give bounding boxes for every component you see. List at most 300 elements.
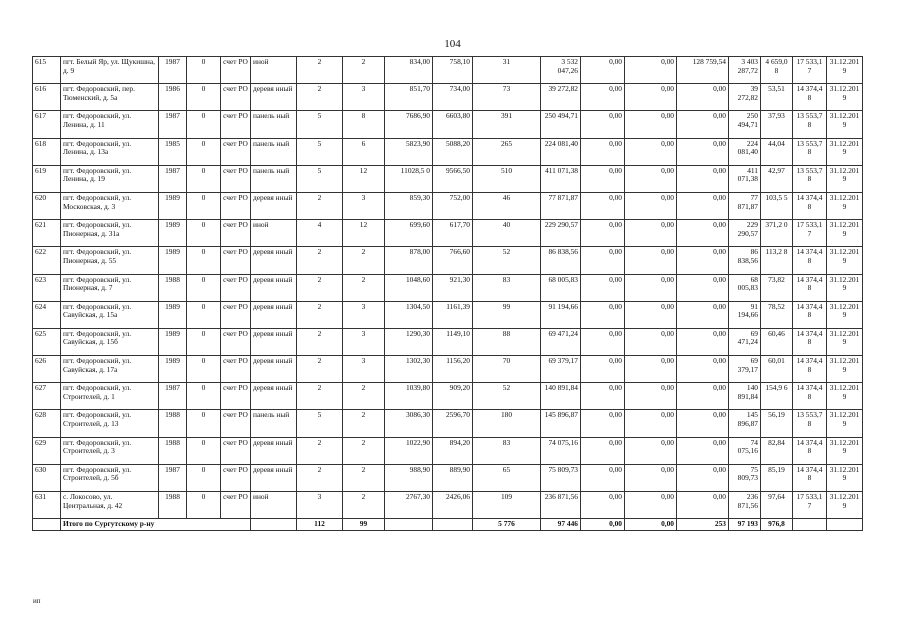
date-cell: 31.12.201 9 xyxy=(827,247,863,274)
table-row xyxy=(33,356,863,383)
material-cell: деревя нный xyxy=(251,301,297,328)
address-cell: пгт. Федоровский, ул. Ленина, д. 11 xyxy=(61,111,159,138)
total-rate: 976,8 xyxy=(761,519,793,531)
value2-cell: 0,00 xyxy=(625,138,677,165)
material-cell: панель ный xyxy=(251,138,297,165)
living-area-cell: 734,00 xyxy=(433,84,473,111)
total-empty-cell xyxy=(827,519,863,531)
value3-cell: 0,00 xyxy=(677,356,729,383)
total-empty-cell xyxy=(385,519,433,531)
date-cell: 31.12.201 9 xyxy=(827,84,863,111)
date-cell: 31.12.201 9 xyxy=(827,165,863,192)
floors-cell: 2 xyxy=(297,464,343,491)
address-cell: пгт. Федоровский, ул. Пионерная, д. 55 xyxy=(61,247,159,274)
material-cell: деревя нный xyxy=(251,192,297,219)
row-number: 621 xyxy=(33,220,61,247)
sum-cell: 75 809,73 xyxy=(729,464,761,491)
rate-cell: 97,64 xyxy=(761,492,793,519)
cost-cell: 69 471,24 xyxy=(541,328,581,355)
page-number: 104 xyxy=(444,38,461,50)
value1-cell: 0,00 xyxy=(581,492,625,519)
total-area-cell: 878,00 xyxy=(385,247,433,274)
value2-cell: 0,00 xyxy=(625,356,677,383)
zero-cell: 0 xyxy=(187,328,221,355)
row-number: 629 xyxy=(33,437,61,464)
total-area-cell: 1290,30 xyxy=(385,328,433,355)
cost-cell: 236 871,56 xyxy=(541,492,581,519)
cost-cell: 229 290,57 xyxy=(541,220,581,247)
value2-cell: 0,00 xyxy=(625,383,677,410)
living-area-cell: 6603,80 xyxy=(433,111,473,138)
residents-cell: 52 xyxy=(473,383,541,410)
total-empty-cell xyxy=(33,519,61,531)
value2-cell: 0,00 xyxy=(625,57,677,84)
total-area-cell: 7686,90 xyxy=(385,111,433,138)
value2-cell: 0,00 xyxy=(625,492,677,519)
zero-cell: 0 xyxy=(187,383,221,410)
living-area-cell: 766,60 xyxy=(433,247,473,274)
cost-cell: 74 075,16 xyxy=(541,437,581,464)
address-cell: пгт. Федоровский, ул. Ленина, д. 13а xyxy=(61,138,159,165)
sum-cell: 224 081,40 xyxy=(729,138,761,165)
year-cell: 1987 xyxy=(159,464,187,491)
living-area-cell: 758,10 xyxy=(433,57,473,84)
address-cell: пгт. Федоровский, ул. Строителей, д. 3 xyxy=(61,437,159,464)
row-number: 618 xyxy=(33,138,61,165)
account-cell: счет РО xyxy=(221,247,251,274)
material-cell: иной xyxy=(251,492,297,519)
residents-cell: 83 xyxy=(473,274,541,301)
table-row xyxy=(33,274,863,301)
residents-cell: 391 xyxy=(473,111,541,138)
total-residents: 5 776 xyxy=(473,519,541,531)
address-cell: пгт. Белый Яр, ул. Щукишна, д. 9 xyxy=(61,57,159,84)
year-cell: 1986 xyxy=(159,84,187,111)
address-cell: пгт. Федоровский, ул. Савуйская, д. 17а xyxy=(61,356,159,383)
limit-cell: 13 553,7 8 xyxy=(793,111,827,138)
value1-cell: 0,00 xyxy=(581,111,625,138)
table-row xyxy=(33,383,863,410)
total-empty-cell xyxy=(251,519,297,531)
value3-cell: 0,00 xyxy=(677,410,729,437)
limit-cell: 14 374,4 8 xyxy=(793,437,827,464)
year-cell: 1989 xyxy=(159,192,187,219)
zero-cell: 0 xyxy=(187,57,221,84)
material-cell: панель ный xyxy=(251,111,297,138)
value3-cell: 0,00 xyxy=(677,437,729,464)
floors-cell: 2 xyxy=(297,356,343,383)
total-empty-cell xyxy=(433,519,473,531)
value2-cell: 0,00 xyxy=(625,220,677,247)
sum-cell: 69 379,17 xyxy=(729,356,761,383)
account-cell: счет РО xyxy=(221,220,251,247)
zero-cell: 0 xyxy=(187,247,221,274)
cost-cell: 39 272,82 xyxy=(541,84,581,111)
limit-cell: 14 374,4 8 xyxy=(793,192,827,219)
value3-cell: 0,00 xyxy=(677,328,729,355)
sum-cell: 77 871,87 xyxy=(729,192,761,219)
residents-cell: 510 xyxy=(473,165,541,192)
address-cell: пгт. Федоровский, пер. Тюменский, д. 5а xyxy=(61,84,159,111)
residents-cell: 99 xyxy=(473,301,541,328)
year-cell: 1987 xyxy=(159,383,187,410)
entrances-cell: 8 xyxy=(343,111,385,138)
address-cell: пгт. Федоровский, ул. Московская, д. 3 xyxy=(61,192,159,219)
entrances-cell: 3 xyxy=(343,192,385,219)
floors-cell: 5 xyxy=(297,410,343,437)
account-cell: счет РО xyxy=(221,274,251,301)
zero-cell: 0 xyxy=(187,220,221,247)
table-row xyxy=(33,138,863,165)
value1-cell: 0,00 xyxy=(581,138,625,165)
rate-cell: 82,84 xyxy=(761,437,793,464)
rate-cell: 4 659,0 8 xyxy=(761,57,793,84)
total-v3: 253 xyxy=(677,519,729,531)
material-cell: деревя нный xyxy=(251,437,297,464)
zero-cell: 0 xyxy=(187,138,221,165)
total-row xyxy=(33,519,863,531)
value3-cell: 0,00 xyxy=(677,192,729,219)
total-v2: 0,00 xyxy=(625,519,677,531)
sum-cell: 411 071,38 xyxy=(729,165,761,192)
rate-cell: 371,2 0 xyxy=(761,220,793,247)
address-cell: пгт. Федоровский, ул. Строителей, д. 13 xyxy=(61,410,159,437)
value1-cell: 0,00 xyxy=(581,247,625,274)
entrances-cell: 2 xyxy=(343,437,385,464)
total-label: Итого по Сургутскому р-ну xyxy=(61,519,251,531)
total-area-cell: 11028,5 0 xyxy=(385,165,433,192)
entrances-cell: 2 xyxy=(343,247,385,274)
material-cell: деревя нный xyxy=(251,464,297,491)
date-cell: 31.12.201 9 xyxy=(827,192,863,219)
value1-cell: 0,00 xyxy=(581,84,625,111)
material-cell: иной xyxy=(251,57,297,84)
material-cell: иной xyxy=(251,220,297,247)
total-cost: 97 446 xyxy=(541,519,581,531)
limit-cell: 17 533,1 7 xyxy=(793,492,827,519)
account-cell: счет РО xyxy=(221,138,251,165)
cost-cell: 77 871,87 xyxy=(541,192,581,219)
residents-cell: 88 xyxy=(473,328,541,355)
living-area-cell: 617,70 xyxy=(433,220,473,247)
total-area-cell: 1022,90 xyxy=(385,437,433,464)
living-area-cell: 909,20 xyxy=(433,383,473,410)
year-cell: 1987 xyxy=(159,111,187,138)
account-cell: счет РО xyxy=(221,165,251,192)
zero-cell: 0 xyxy=(187,165,221,192)
living-area-cell: 1156,20 xyxy=(433,356,473,383)
table-row xyxy=(33,301,863,328)
entrances-cell: 2 xyxy=(343,492,385,519)
zero-cell: 0 xyxy=(187,301,221,328)
row-number: 617 xyxy=(33,111,61,138)
living-area-cell: 2426,06 xyxy=(433,492,473,519)
entrances-cell: 2 xyxy=(343,464,385,491)
rate-cell: 154,9 6 xyxy=(761,383,793,410)
value2-cell: 0,00 xyxy=(625,328,677,355)
address-cell: пгт. Федоровский, ул. Строителей, д. 5б xyxy=(61,464,159,491)
living-area-cell: 5088,20 xyxy=(433,138,473,165)
cost-cell: 68 005,83 xyxy=(541,274,581,301)
table-row xyxy=(33,437,863,464)
sum-cell: 74 075,16 xyxy=(729,437,761,464)
sum-cell: 250 494,71 xyxy=(729,111,761,138)
residents-cell: 265 xyxy=(473,138,541,165)
residents-cell: 109 xyxy=(473,492,541,519)
floors-cell: 2 xyxy=(297,383,343,410)
value3-cell: 0,00 xyxy=(677,138,729,165)
value3-cell: 0,00 xyxy=(677,84,729,111)
value1-cell: 0,00 xyxy=(581,165,625,192)
total-v1: 0,00 xyxy=(581,519,625,531)
total-area-cell: 851,70 xyxy=(385,84,433,111)
year-cell: 1989 xyxy=(159,301,187,328)
value2-cell: 0,00 xyxy=(625,301,677,328)
limit-cell: 14 374,4 8 xyxy=(793,247,827,274)
rate-cell: 60,46 xyxy=(761,328,793,355)
register-body xyxy=(33,57,863,519)
row-number: 630 xyxy=(33,464,61,491)
table-row xyxy=(33,410,863,437)
cost-cell: 224 081,40 xyxy=(541,138,581,165)
residents-cell: 83 xyxy=(473,437,541,464)
residents-cell: 31 xyxy=(473,57,541,84)
value3-cell: 0,00 xyxy=(677,165,729,192)
table-row xyxy=(33,220,863,247)
rate-cell: 113,2 8 xyxy=(761,247,793,274)
limit-cell: 13 553,7 8 xyxy=(793,138,827,165)
date-cell: 31.12.201 9 xyxy=(827,220,863,247)
account-cell: счет РО xyxy=(221,492,251,519)
material-cell: деревя нный xyxy=(251,383,297,410)
address-cell: пгт. Федоровский, ул. Пионерная, д. 7 xyxy=(61,274,159,301)
floors-cell: 2 xyxy=(297,328,343,355)
row-number: 627 xyxy=(33,383,61,410)
residents-cell: 40 xyxy=(473,220,541,247)
limit-cell: 14 374,4 8 xyxy=(793,356,827,383)
row-number: 628 xyxy=(33,410,61,437)
floors-cell: 2 xyxy=(297,57,343,84)
year-cell: 1989 xyxy=(159,247,187,274)
date-cell: 31.12.201 9 xyxy=(827,437,863,464)
residents-cell: 70 xyxy=(473,356,541,383)
sum-cell: 69 471,24 xyxy=(729,328,761,355)
floors-cell: 5 xyxy=(297,138,343,165)
date-cell: 31.12.201 9 xyxy=(827,138,863,165)
row-number: 615 xyxy=(33,57,61,84)
residents-cell: 46 xyxy=(473,192,541,219)
cost-cell: 91 194,66 xyxy=(541,301,581,328)
total-area-cell: 5823,90 xyxy=(385,138,433,165)
rate-cell: 44,04 xyxy=(761,138,793,165)
living-area-cell: 9566,50 xyxy=(433,165,473,192)
address-cell: пгт. Федоровский, ул. Савуйская, д. 15б xyxy=(61,328,159,355)
zero-cell: 0 xyxy=(187,464,221,491)
floors-cell: 2 xyxy=(297,301,343,328)
cost-cell: 145 896,87 xyxy=(541,410,581,437)
value2-cell: 0,00 xyxy=(625,410,677,437)
limit-cell: 17 533,1 7 xyxy=(793,220,827,247)
residents-cell: 65 xyxy=(473,464,541,491)
limit-cell: 14 374,4 8 xyxy=(793,464,827,491)
zero-cell: 0 xyxy=(187,356,221,383)
row-number: 616 xyxy=(33,84,61,111)
table-row xyxy=(33,328,863,355)
year-cell: 1989 xyxy=(159,356,187,383)
total-area-cell: 2767,30 xyxy=(385,492,433,519)
limit-cell: 14 374,4 8 xyxy=(793,84,827,111)
table-row xyxy=(33,464,863,491)
account-cell: счет РО xyxy=(221,301,251,328)
total-area-cell: 3086,30 xyxy=(385,410,433,437)
floors-cell: 5 xyxy=(297,111,343,138)
date-cell: 31.12.201 9 xyxy=(827,301,863,328)
total-area-cell: 1039,80 xyxy=(385,383,433,410)
limit-cell: 17 533,1 7 xyxy=(793,57,827,84)
account-cell: счет РО xyxy=(221,192,251,219)
year-cell: 1985 xyxy=(159,138,187,165)
account-cell: счет РО xyxy=(221,356,251,383)
address-cell: с. Локосово, ул. Центральная, д. 42 xyxy=(61,492,159,519)
year-cell: 1989 xyxy=(159,328,187,355)
date-cell: 31.12.201 9 xyxy=(827,356,863,383)
floors-cell: 4 xyxy=(297,220,343,247)
living-area-cell: 1149,10 xyxy=(433,328,473,355)
date-cell: 31.12.201 9 xyxy=(827,464,863,491)
value1-cell: 0,00 xyxy=(581,356,625,383)
date-cell: 31.12.201 9 xyxy=(827,383,863,410)
cost-cell: 69 379,17 xyxy=(541,356,581,383)
value2-cell: 0,00 xyxy=(625,274,677,301)
table-row xyxy=(33,492,863,519)
total-area-cell: 834,00 xyxy=(385,57,433,84)
value1-cell: 0,00 xyxy=(581,192,625,219)
date-cell: 31.12.201 9 xyxy=(827,274,863,301)
value3-cell: 128 759,54 xyxy=(677,57,729,84)
zero-cell: 0 xyxy=(187,274,221,301)
rate-cell: 78,52 xyxy=(761,301,793,328)
material-cell: деревя нный xyxy=(251,274,297,301)
sum-cell: 68 005,83 xyxy=(729,274,761,301)
value3-cell: 0,00 xyxy=(677,111,729,138)
date-cell: 31.12.201 9 xyxy=(827,111,863,138)
entrances-cell: 3 xyxy=(343,356,385,383)
year-cell: 1988 xyxy=(159,437,187,464)
date-cell: 31.12.201 9 xyxy=(827,492,863,519)
value2-cell: 0,00 xyxy=(625,464,677,491)
account-cell: счет РО xyxy=(221,464,251,491)
year-cell: 1988 xyxy=(159,492,187,519)
entrances-cell: 2 xyxy=(343,274,385,301)
total-area-cell: 988,90 xyxy=(385,464,433,491)
year-cell: 1988 xyxy=(159,274,187,301)
rate-cell: 53,51 xyxy=(761,84,793,111)
limit-cell: 14 374,4 8 xyxy=(793,274,827,301)
value1-cell: 0,00 xyxy=(581,220,625,247)
value1-cell: 0,00 xyxy=(581,410,625,437)
date-cell: 31.12.201 9 xyxy=(827,57,863,84)
year-cell: 1987 xyxy=(159,165,187,192)
entrances-cell: 12 xyxy=(343,165,385,192)
row-number: 619 xyxy=(33,165,61,192)
value2-cell: 0,00 xyxy=(625,247,677,274)
cost-cell: 140 891,84 xyxy=(541,383,581,410)
floors-cell: 3 xyxy=(297,492,343,519)
material-cell: деревя нный xyxy=(251,356,297,383)
residents-cell: 180 xyxy=(473,410,541,437)
value3-cell: 0,00 xyxy=(677,301,729,328)
rate-cell: 103,5 5 xyxy=(761,192,793,219)
year-cell: 1987 xyxy=(159,57,187,84)
account-cell: счет РО xyxy=(221,410,251,437)
cost-cell: 3 532 047,26 xyxy=(541,57,581,84)
account-cell: счет РО xyxy=(221,111,251,138)
value2-cell: 0,00 xyxy=(625,111,677,138)
total-area-cell: 699,60 xyxy=(385,220,433,247)
entrances-cell: 2 xyxy=(343,57,385,84)
footer-note: ип xyxy=(33,597,41,605)
row-number: 625 xyxy=(33,328,61,355)
table-row xyxy=(33,111,863,138)
sum-cell: 145 896,87 xyxy=(729,410,761,437)
account-cell: счет РО xyxy=(221,437,251,464)
cost-cell: 86 838,56 xyxy=(541,247,581,274)
row-number: 624 xyxy=(33,301,61,328)
sum-cell: 140 891,84 xyxy=(729,383,761,410)
rate-cell: 73,82 xyxy=(761,274,793,301)
table-row xyxy=(33,247,863,274)
value3-cell: 0,00 xyxy=(677,220,729,247)
address-cell: пгт. Федоровский, ул. Савуйская, д. 15а xyxy=(61,301,159,328)
address-cell: пгт. Федоровский, ул. Пионерная, д. 31а xyxy=(61,220,159,247)
account-cell: счет РО xyxy=(221,57,251,84)
sum-cell: 229 290,57 xyxy=(729,220,761,247)
living-area-cell: 1161,39 xyxy=(433,301,473,328)
material-cell: панель ный xyxy=(251,165,297,192)
total-entrances: 99 xyxy=(343,519,385,531)
address-cell: пгт. Федоровский, ул. Ленина, д. 19 xyxy=(61,165,159,192)
living-area-cell: 921,30 xyxy=(433,274,473,301)
year-cell: 1989 xyxy=(159,220,187,247)
zero-cell: 0 xyxy=(187,492,221,519)
floors-cell: 2 xyxy=(297,84,343,111)
entrances-cell: 2 xyxy=(343,410,385,437)
table-row xyxy=(33,84,863,111)
zero-cell: 0 xyxy=(187,84,221,111)
rate-cell: 60,01 xyxy=(761,356,793,383)
value1-cell: 0,00 xyxy=(581,274,625,301)
sum-cell: 86 838,56 xyxy=(729,247,761,274)
value2-cell: 0,00 xyxy=(625,165,677,192)
total-empty-cell xyxy=(793,519,827,531)
sum-cell: 39 272,82 xyxy=(729,84,761,111)
zero-cell: 0 xyxy=(187,192,221,219)
material-cell: деревя нный xyxy=(251,247,297,274)
living-area-cell: 2596,70 xyxy=(433,410,473,437)
floors-cell: 5 xyxy=(297,165,343,192)
date-cell: 31.12.201 9 xyxy=(827,328,863,355)
value1-cell: 0,00 xyxy=(581,57,625,84)
rate-cell: 42,97 xyxy=(761,165,793,192)
account-cell: счет РО xyxy=(221,84,251,111)
entrances-cell: 6 xyxy=(343,138,385,165)
value1-cell: 0,00 xyxy=(581,328,625,355)
zero-cell: 0 xyxy=(187,437,221,464)
total-area-cell: 1048,60 xyxy=(385,274,433,301)
material-cell: деревя нный xyxy=(251,84,297,111)
residents-cell: 52 xyxy=(473,247,541,274)
row-number: 623 xyxy=(33,274,61,301)
